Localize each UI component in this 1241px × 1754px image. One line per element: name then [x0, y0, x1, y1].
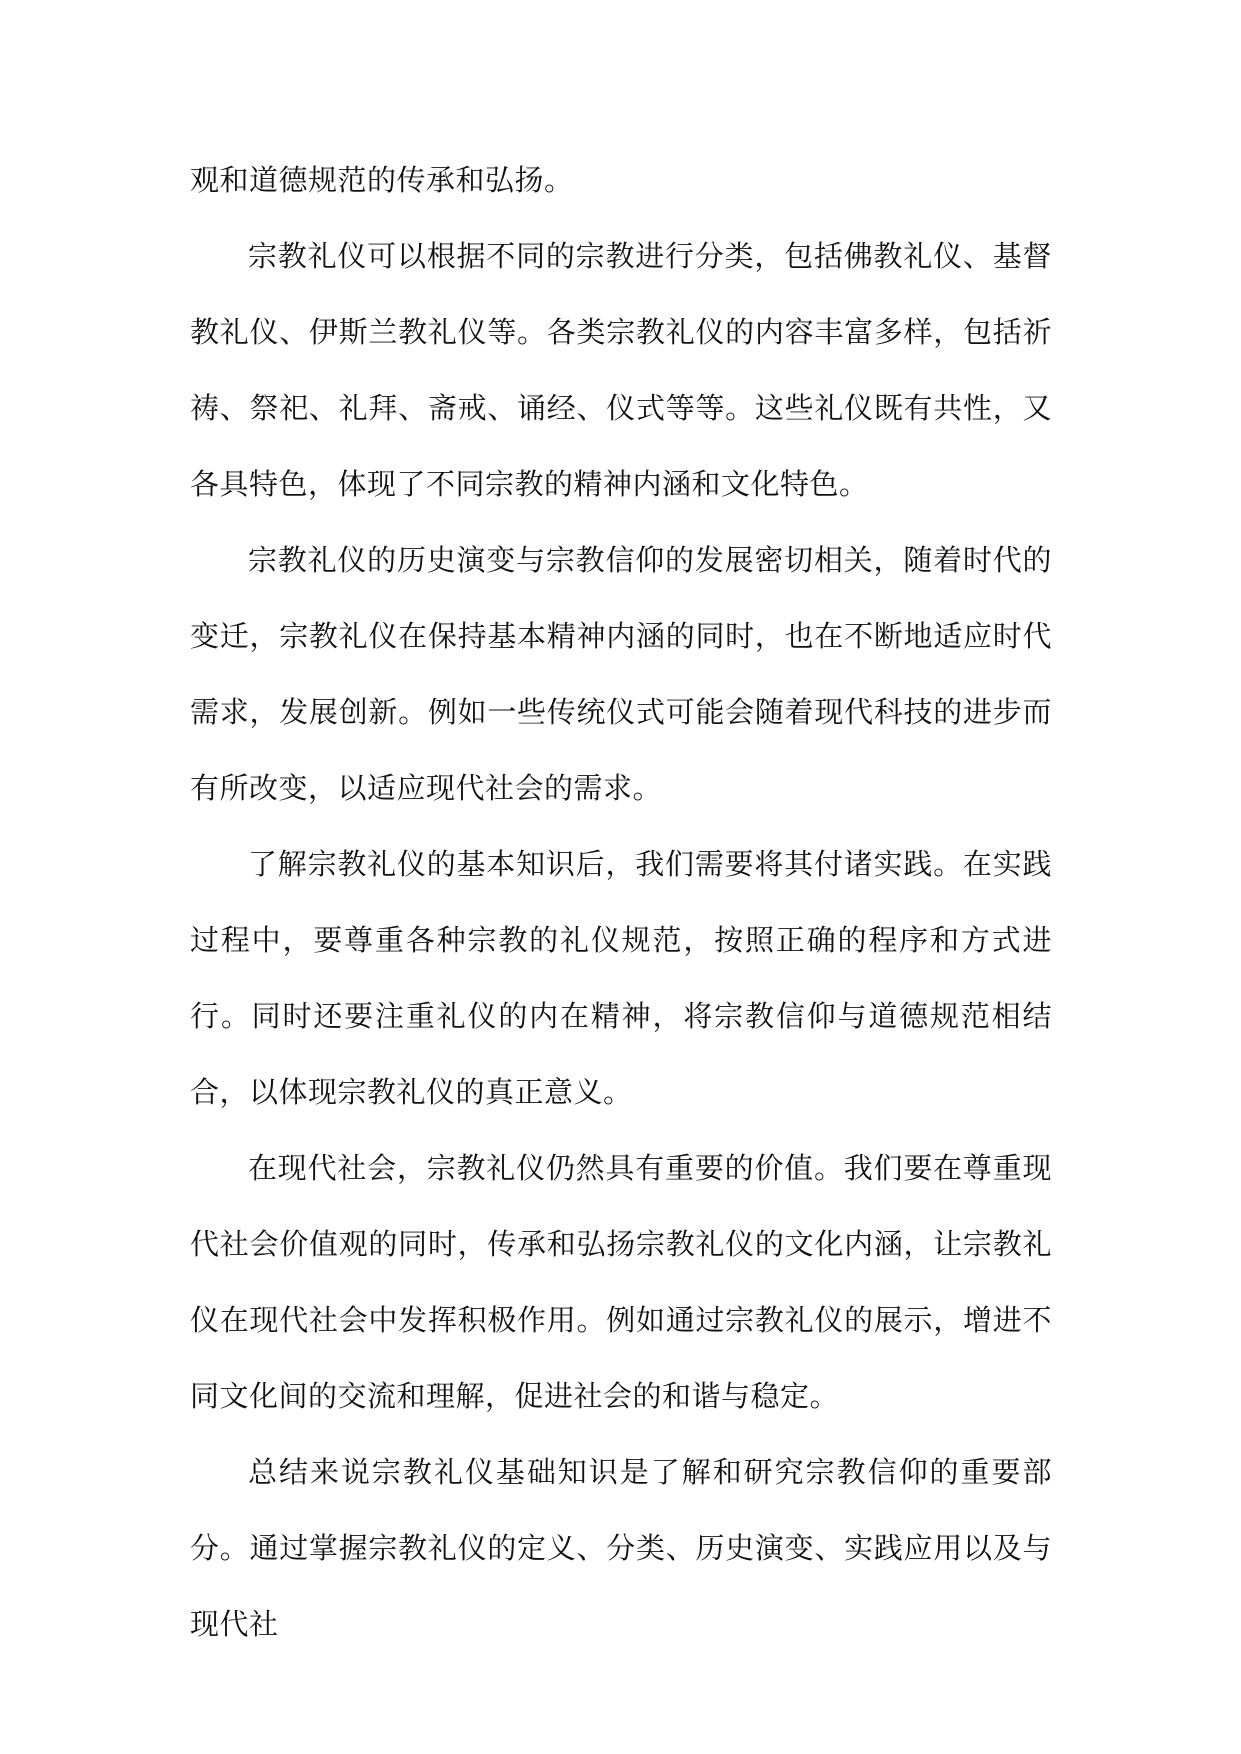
paragraph-history: 宗教礼仪的历史演变与宗教信仰的发展密切相关，随着时代的变迁，宗教礼仪在保持基本精神内涵的同时，也在不断地适应时代需求，发展创新。例如一些传统仪式可能会随着现代科技的进步而有所改变，以适应现代社会的需求。: [190, 543, 1052, 805]
paragraph-continued: 观和道德规范的传承和弘扬。: [190, 163, 574, 197]
document-body: [190, 142, 1052, 1662]
paragraph-modern-value: 在现代社会，宗教礼仪仍然具有重要的价值。我们要在尊重现代社会价值观的同时，传承和弘扬宗教礼仪的文化内涵，让宗教礼仪在现代社会中发挥积极作用。例如通过宗教礼仪的展示，增进不同文化间的交流和理解，促进社会的和谐与稳定。: [190, 1151, 1052, 1413]
paragraph-classification: 宗教礼仪可以根据不同的宗教进行分类，包括佛教礼仪、基督教礼仪、伊斯兰教礼仪等。各类宗教礼仪的内容丰富多样，包括祈祷、祭祀、礼拜、斋戒、诵经、仪式等等。这些礼仪既有共性，又各具特色，体现了不同宗教的精神内涵和文化特色。: [190, 239, 1052, 501]
paragraph-summary: 总结来说宗教礼仪基础知识是了解和研究宗教信仰的重要部分。通过掌握宗教礼仪的定义、分类、历史演变、实践应用以及与现代社: [190, 1455, 1052, 1641]
paragraph-practice: 了解宗教礼仪的基本知识后，我们需要将其付诸实践。在实践过程中，要尊重各种宗教的礼仪规范，按照正确的程序和方式进行。同时还要注重礼仪的内在精神，将宗教信仰与道德规范相结合，以体现宗教礼仪的真正意义。: [190, 847, 1052, 1109]
